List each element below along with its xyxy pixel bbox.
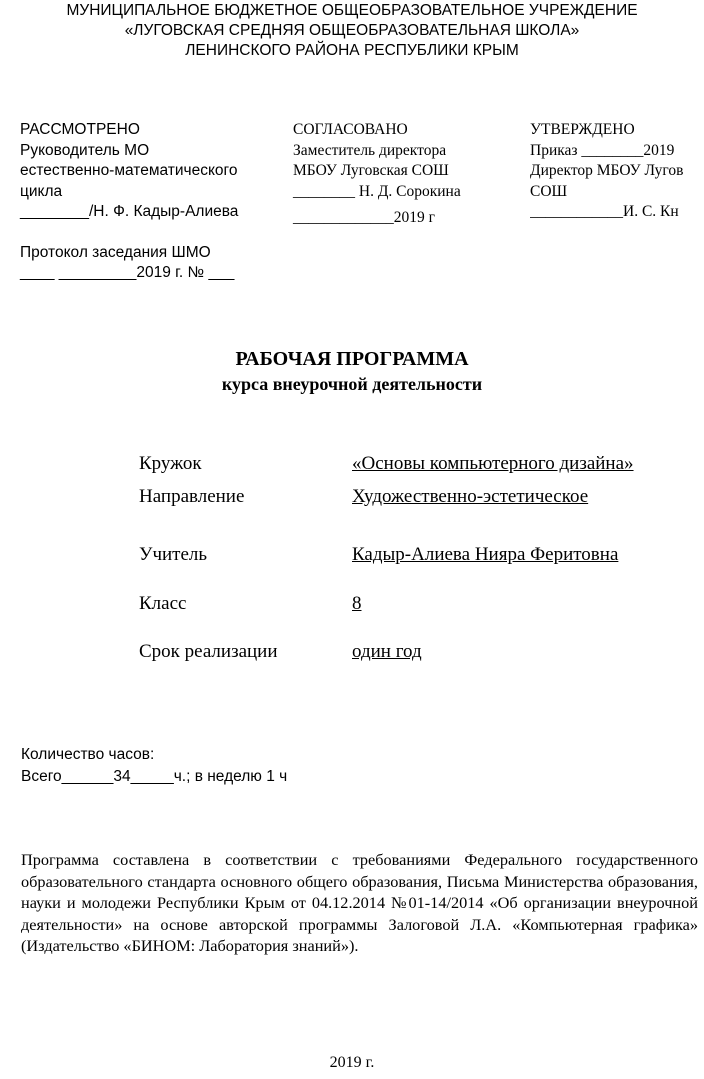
document-subtitle: курса внеурочной деятельности <box>221 374 483 394</box>
reviewed-line-6: ____ _________2019 г. № ___ <box>20 264 235 281</box>
hours-line: Всего______34_____ч.; в неделю 1 ч <box>21 768 288 785</box>
program-description: Программа составлена в соответствии с требованиями Федерального государственного образовательного стандарта основного общего образования, Письма Министерства образования, науки и молодежи Республики Крым от 04.12.2014 №01-14/2014 «Об организации внеурочной деятельности» на основе авторской программы Залоговой Л.А. «Компьютерная графика» (Издательство «БИНОМ: Лаборатория знаний»). <box>21 850 698 956</box>
detail-value-term: один год <box>352 641 422 662</box>
school-name-line-3: ЛЕНИНСКОГО РАЙОНА РЕСПУБЛИКИ КРЫМ <box>185 42 519 59</box>
approved-line-3: СОШ <box>530 182 568 200</box>
agreed-line-4: _____________2019 г <box>293 209 435 226</box>
agreed-line-2: МБОУ Луговская СОШ <box>293 162 449 179</box>
approved-title: УТВЕРЖДЕНО <box>530 121 635 138</box>
reviewed-line-5: Протокол заседания ШМО <box>20 243 211 261</box>
school-name-line-1: МУНИЦИПАЛЬНОЕ БЮДЖЕТНОЕ ОБЩЕОБРАЗОВАТЕЛЬНОЕ УЧРЕЖДЕНИЕ <box>66 2 638 19</box>
agreed-line-3: ________ Н. Д. Сорокина <box>293 182 461 200</box>
approved-block <box>530 120 704 223</box>
detail-label-term: Срок реализации <box>139 641 278 662</box>
reviewed-line-1: Руководитель МО <box>20 141 150 159</box>
footer-year: 2019 г. <box>329 1054 375 1071</box>
agreed-line-1: Заместитель директора <box>293 141 447 159</box>
hours-label: Количество часов: <box>21 746 155 763</box>
school-name-line-2: «ЛУГОВСКАЯ СРЕДНЯЯ ОБЩЕОБРАЗОВАТЕЛЬНАЯ ШКОЛА» <box>124 22 580 39</box>
reviewed-line-4: ________/Н. Ф. Кадыр-Алиева <box>20 203 239 220</box>
reviewed-title: РАССМОТРЕНО <box>20 121 140 138</box>
detail-value-circle: «Основы компьютерного дизайна» <box>352 453 634 474</box>
reviewed-line-2: естественно-математического <box>20 162 238 179</box>
detail-value-grade: 8 <box>352 593 362 614</box>
reviewed-line-3: цикла <box>20 182 63 200</box>
agreed-title: СОГЛАСОВАНО <box>293 121 408 138</box>
detail-value-direction: Художественно-эстетическое <box>352 486 589 507</box>
detail-label-teacher: Учитель <box>139 544 208 565</box>
reviewed-block <box>20 120 238 284</box>
detail-label-circle: Кружок <box>139 453 202 474</box>
detail-value-teacher: Кадыр-Алиева Нияра Феритовна <box>352 544 619 565</box>
agreed-block <box>293 120 461 229</box>
detail-label-direction: Направление <box>139 486 245 507</box>
approved-line-2: Директор МБОУ Лугов <box>530 162 684 179</box>
approved-line-4: ____________И. С. Кн <box>530 203 679 220</box>
approved-line-1: Приказ ________2019 <box>530 141 675 159</box>
detail-label-grade: Класс <box>139 593 187 614</box>
document-title: РАБОЧАЯ ПРОГРАММА <box>235 348 469 370</box>
